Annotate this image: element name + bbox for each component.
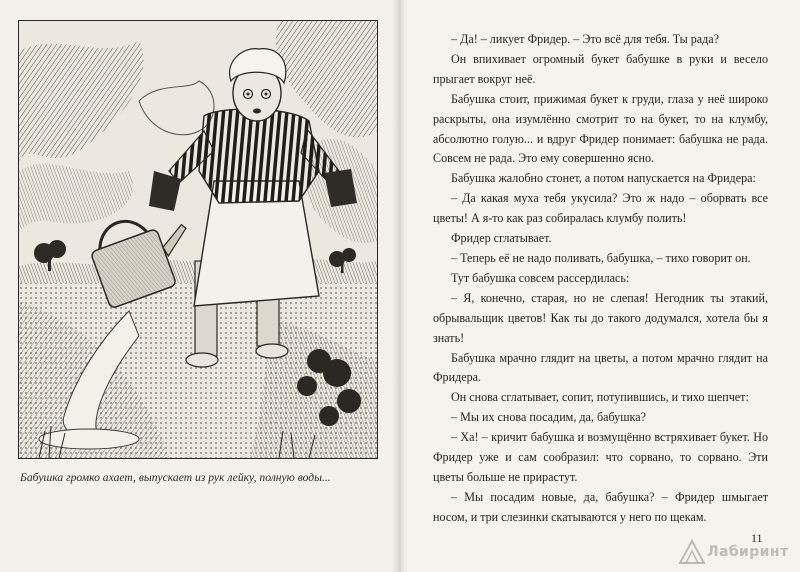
- paragraph: – Мы их снова посадим, да, бабушка?: [451, 410, 646, 425]
- paragraph: – Да какая муха тебя укусила? Это ж надо – оборвать все цветы! А я-то как раз собиралась клумбу полить!: [433, 191, 768, 226]
- left-page: [0, 0, 399, 572]
- paragraph: – Теперь её не надо поливать, бабушка, – тихо говорит он.: [451, 250, 751, 265]
- illustration-caption: Бабушка громко ахает, выпускает из рук лейку, полную воды...: [20, 471, 331, 484]
- paragraph: – Ха! – кричит бабушка и возмущённо встряхивает букет. Но Фридер уже и сам сообразил: что сорвано, то сорвано. Эти цветы больше не прирастут.: [433, 430, 768, 484]
- illustration-grandmother-watering-can: [18, 20, 378, 459]
- paragraph: – Я, конечно, старая, но не слепая! Негодник ты этакий, обрывальщик цветов! Как ты до такого додумался, хотела бы я знать!: [433, 290, 768, 345]
- watermark-text: Лабиринт: [707, 544, 789, 560]
- paragraph: – Да! – ликует Фридер. – Это всё для тебя. Ты рада?: [451, 32, 720, 46]
- book-gutter: [392, 0, 408, 572]
- paragraph: Бабушка жалобно стонет, а потом напускается на Фридера:: [451, 171, 756, 186]
- paragraph: Он впихивает огромный букет бабушке в руки и весело прыгает вокруг неё.: [433, 51, 768, 86]
- illustration-drawing: [19, 21, 377, 458]
- paragraph: Тут бабушка совсем рассердилась:: [451, 270, 630, 285]
- paragraph: Бабушка мрачно глядит на цветы, а потом мрачно глядит на Фридера.: [433, 350, 768, 385]
- paragraph: Он снова сглатывает, сопит, потупившись, и тихо шепчет:: [451, 390, 749, 405]
- paragraph: – Мы посадим новые, да, бабушка? – Фридер шмыгает носом, и три слезинки скатываются у него по щекам.: [433, 489, 768, 524]
- paragraph: Бабушка стоит, прижимая букет к груди, глаза у неё широко раскрыты, она изумлённо смотрит то на букет, то на клумбу, абсолютно голую... и вдруг Фридер понимает: бабушка не рада. Совсем не рада. Это ему совершенно ясно.: [433, 91, 768, 166]
- story-text: [433, 30, 768, 528]
- paragraph: Фридер сглатывает.: [451, 231, 552, 246]
- page-number: 11: [751, 531, 763, 545]
